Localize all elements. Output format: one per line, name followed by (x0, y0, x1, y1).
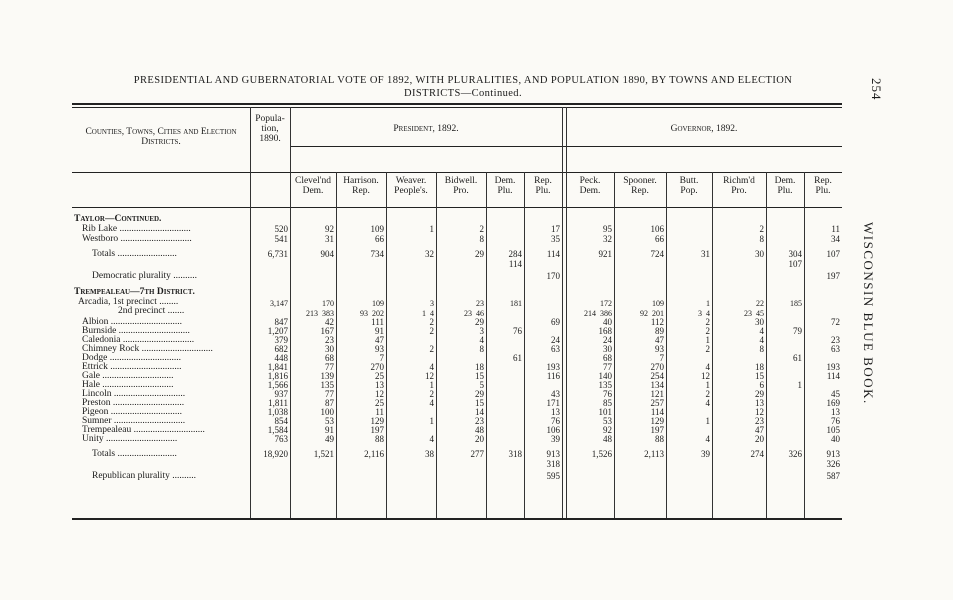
table-cell: 134 (650, 380, 664, 390)
table-cell: 4 (429, 362, 434, 372)
table-cell: 91 (375, 326, 384, 336)
title-line-1: PRESIDENTIAL AND GUBERNATORIAL VOTE OF 1892, WITH PLURALITIES, AND POPULATION 1890, BY TOWNS AND ELECTION (133, 75, 793, 86)
row-label: Albion .............................. (82, 317, 183, 327)
table-cell: 92 (603, 425, 612, 435)
table-cell: 68 (603, 353, 612, 363)
table-cell: 39 (701, 449, 710, 459)
table-cell: 185 (790, 299, 802, 308)
president-group-header: President, 1892. (393, 124, 459, 134)
table-cell: 13 (755, 398, 764, 408)
table-cell: 2 (705, 389, 710, 399)
population-header: Popula- tion, 1890. (255, 114, 285, 144)
table-cell: 1,811 (268, 398, 288, 408)
row-label: Ettrick .............................. (82, 362, 182, 372)
table-cell: 112 (650, 317, 664, 327)
column-subheader: Butt. Pop. (679, 176, 699, 196)
table-cell: 8 (759, 344, 764, 354)
table-cell: 8 (759, 233, 764, 244)
section-rule (72, 172, 842, 173)
table-cell: 88 (375, 434, 384, 444)
table-cell: 76 (513, 326, 522, 336)
table-cell: 1 (429, 380, 434, 390)
table-cell: 129 (370, 416, 384, 426)
top-rule-thin (72, 107, 842, 108)
table-cell: 121 (650, 389, 664, 399)
table-cell: 1,816 (267, 371, 288, 381)
table-cell: 106 (546, 425, 560, 435)
table-cell: 12 (425, 371, 434, 381)
table-cell: 34 (831, 233, 840, 244)
table-cell: 43 (551, 389, 560, 399)
table-cell: 15 (755, 371, 764, 381)
table-cell: 29 (475, 389, 484, 399)
table-cell: 4 (759, 326, 764, 336)
column-subheader: Rep. Plu. (534, 176, 552, 196)
row-label: Caledonia .............................. (82, 335, 195, 345)
table-cell: 270 (650, 362, 664, 372)
table-cell: 520 (274, 224, 288, 234)
table-cell: 1,526 (591, 449, 612, 459)
table-cell: 42 (325, 317, 334, 327)
table-cell: 32 (603, 233, 612, 244)
table-cell: 3 1 4 (422, 299, 434, 318)
table-cell: 4 (705, 362, 710, 372)
table-cell: 40 (831, 434, 840, 444)
table-cell: 114 (546, 249, 560, 259)
table-cell: 66 (655, 233, 664, 244)
row-label: Unity .............................. (82, 434, 178, 444)
page-title (68, 74, 858, 100)
table-cell: 95 (603, 224, 612, 234)
table-cell: 4 (705, 434, 710, 444)
table-cell: 171 (546, 398, 560, 408)
plurality-label: Republican plurality .......... (92, 471, 196, 481)
table-cell: 116 (546, 371, 560, 381)
row-label: Westboro .............................. (82, 233, 192, 244)
plurality-value: 170 (546, 271, 560, 281)
table-cell: 4 (429, 434, 434, 444)
table-cell: 25 (375, 398, 384, 408)
table-cell: 448 (274, 353, 288, 363)
col-divider (766, 172, 767, 518)
table-cell: 1 (797, 380, 802, 390)
table-cell: 17 (551, 224, 560, 234)
table-cell: 68 (325, 353, 334, 363)
table-cell: 847 (274, 317, 288, 327)
table-cell: 15 (475, 398, 484, 408)
table-cell: 172 214 386 (584, 299, 612, 318)
table-cell: 1,207 (267, 326, 288, 336)
table-cell: 109 92 201 (640, 299, 664, 318)
table-cell: 2 (429, 344, 434, 354)
column-subheader: Dem. Plu. (774, 176, 796, 196)
table-cell: 45 (831, 389, 840, 399)
table-cell: 11 (375, 407, 384, 417)
table-cell: 1,521 (313, 449, 334, 459)
table-cell: 77 (325, 362, 334, 372)
table-cell: 140 (598, 371, 612, 381)
table-cell: 23 (325, 335, 334, 345)
table-cell: 61 (513, 353, 522, 363)
table-cell: 32 (425, 249, 434, 259)
table-cell: 2 (429, 317, 434, 327)
title-line-2: DISTRICTS—Continued. (404, 88, 522, 99)
table-cell: 318 (508, 449, 522, 459)
table-cell: 5 (479, 380, 484, 390)
table-cell: 69 (551, 317, 560, 327)
bottom-rule (72, 518, 842, 520)
table-cell: 11 (831, 224, 840, 234)
table-cell: 18,920 (263, 449, 288, 459)
column-subheader: Spooner. Rep. (623, 176, 657, 196)
table-cell: 30 (755, 317, 764, 327)
row-label: Pigeon .............................. (82, 407, 183, 417)
table-cell: 135 (320, 380, 334, 390)
table-cell: 197 (650, 425, 664, 435)
table-cell: 270 (370, 362, 384, 372)
label-column-header: Counties, Towns, Cities and Election Districts. (85, 127, 237, 147)
column-subheader: Peck. Dem. (579, 176, 601, 196)
table-cell: 14 (475, 407, 484, 417)
table-cell: 734 (370, 249, 384, 259)
table-cell: 3,147 (270, 299, 288, 308)
table-cell: 135 (598, 380, 612, 390)
table-cell: 7 (659, 353, 664, 363)
table-cell: 24 (551, 335, 560, 345)
table-cell: 169 (826, 398, 840, 408)
table-cell: 4 (759, 335, 764, 345)
table-cell: 22 23 45 (744, 299, 764, 318)
table-cell: 18 (475, 362, 484, 372)
table-cell: 107 (826, 249, 840, 259)
table-cell: 2,116 (364, 449, 384, 459)
table-cell: 30 (755, 249, 764, 259)
page-number: 254 (869, 78, 884, 101)
table-cell: 92 (325, 224, 334, 234)
table-cell: 4 (429, 398, 434, 408)
table-cell: 274 (750, 449, 764, 459)
table-cell: 1 (705, 380, 710, 390)
table-cell: 168 (598, 326, 612, 336)
table-cell: 30 (603, 344, 612, 354)
row-label: 2nd precinct ....... (118, 306, 185, 316)
table-cell: 47 (655, 335, 664, 345)
table-cell: 114 (826, 371, 840, 381)
table-cell: 25 (375, 371, 384, 381)
table-cell: 114 (650, 407, 664, 417)
row-label: Gale .............................. (82, 371, 174, 381)
table-cell: 23 (831, 335, 840, 345)
table-cell: 4 (705, 398, 710, 408)
table-cell: 13 (375, 380, 384, 390)
table-cell: 2 (759, 224, 764, 234)
table-cell: 2,113 (644, 449, 664, 459)
column-subheader: Weaver. People's. (394, 176, 428, 196)
table-cell: 63 (551, 344, 560, 354)
table-cell: 76 (551, 416, 560, 426)
table-cell: 66 (375, 233, 384, 244)
table-cell: 1 (429, 416, 434, 426)
running-side-title: WISCONSIN BLUE BOOK. (861, 222, 876, 405)
table-cell: 105 (826, 425, 840, 435)
table-cell: 13 (831, 407, 840, 417)
table-cell: 77 (325, 389, 334, 399)
table-cell: 12 (755, 407, 764, 417)
row-label: Trempealeau .............................. (82, 425, 205, 435)
table-cell: 6,731 (267, 249, 288, 259)
table-cell: 724 (650, 249, 664, 259)
table-cell: 379 (274, 335, 288, 345)
table-cell: 29 (475, 249, 484, 259)
table-cell: 1 (705, 335, 710, 345)
table-cell: 89 (655, 326, 664, 336)
table-cell: 76 (603, 389, 612, 399)
row-label: Hale .............................. (82, 380, 174, 390)
table-cell: 87 (325, 398, 334, 408)
table-cell: 2 (429, 389, 434, 399)
table-cell: 1,584 (267, 425, 288, 435)
section-heading: Taylor—Continued. (74, 214, 162, 224)
table-cell: 197 (370, 425, 384, 435)
table-cell: 53 (325, 416, 334, 426)
table-cell: 13 (551, 407, 560, 417)
table-cell: 3 (479, 326, 484, 336)
table-cell: 47 (375, 335, 384, 345)
table-cell: 913 326 (826, 449, 840, 469)
plurality-value: 587 (826, 471, 840, 481)
table-cell: 193 (546, 362, 560, 372)
table-cell: 29 (755, 389, 764, 399)
row-label: Lincoln .............................. (82, 389, 186, 399)
column-subheader: Dem. Plu. (494, 176, 516, 196)
table-cell: 1,566 (267, 380, 288, 390)
table-cell: 254 (650, 371, 664, 381)
table-cell: 15 (475, 371, 484, 381)
table-cell: 6 (759, 380, 764, 390)
column-subheader: Richm'd Pro. (723, 176, 755, 196)
table-cell: 937 (274, 389, 288, 399)
table-cell: 257 (650, 398, 664, 408)
table-cell: 2 (705, 317, 710, 327)
table-cell: 23 (475, 416, 484, 426)
plurality-value: 595 (546, 471, 560, 481)
table-cell: 85 (603, 398, 612, 408)
table-cell: 31 (701, 249, 710, 259)
table-cell: 12 (701, 371, 710, 381)
table-cell: 682 (274, 344, 288, 354)
row-label: Sumner .............................. (82, 416, 186, 426)
table-cell: 109 (370, 224, 384, 234)
table-cell: 63 (831, 344, 840, 354)
table-cell: 139 (320, 371, 334, 381)
table-cell: 30 (325, 344, 334, 354)
table-cell: 129 (650, 416, 664, 426)
table-cell: 170 213 383 (306, 299, 334, 318)
table-cell: 4 (479, 335, 484, 345)
table-cell: 8 (479, 233, 484, 244)
table-cell: 284 114 (508, 249, 522, 269)
table-cell: 2 (705, 326, 710, 336)
column-subheader: Rep. Plu. (814, 176, 832, 196)
table-cell: 763 (274, 434, 288, 444)
table-cell: 304 107 (788, 249, 802, 269)
totals-label: Totals ......................... (92, 449, 177, 459)
table-cell: 35 (551, 233, 560, 244)
table-cell: 40 (603, 317, 612, 327)
table-cell: 49 (325, 434, 334, 444)
table-cell: 77 (603, 362, 612, 372)
table-cell: 7 (379, 353, 384, 363)
table-cell: 106 (650, 224, 664, 234)
table-cell: 24 (603, 335, 612, 345)
table-cell: 72 (831, 317, 840, 327)
row-label: Burnside .............................. (82, 326, 190, 336)
table-cell: 20 (755, 434, 764, 444)
table-cell: 79 (793, 326, 802, 336)
table-cell: 1 3 4 (698, 299, 710, 318)
governor-group-header: Governor, 1892. (670, 124, 738, 134)
table-cell: 181 (510, 299, 522, 308)
top-rule (72, 103, 842, 105)
table-cell: 167 (320, 326, 334, 336)
table-cell: 8 (479, 344, 484, 354)
table-cell: 1 (429, 224, 434, 234)
table-cell: 48 (603, 434, 612, 444)
table-cell: 53 (603, 416, 612, 426)
plurality-value: 197 (826, 271, 840, 281)
table-cell: 2 (705, 344, 710, 354)
table-cell: 2 (479, 224, 484, 234)
table-cell: 100 (320, 407, 334, 417)
table-cell: 111 (371, 317, 384, 327)
table-cell: 91 (325, 425, 334, 435)
row-label: Arcadia, 1st precinct ........ (78, 297, 179, 307)
table-cell: 38 (425, 449, 434, 459)
col-divider (562, 107, 563, 518)
table-cell: 12 (375, 389, 384, 399)
table-cell: 1,038 (267, 407, 288, 417)
section-heading: Trempealeau—7th District. (74, 287, 195, 297)
col-divider (486, 172, 487, 518)
table-cell: 18 (755, 362, 764, 372)
table-cell: 31 (325, 233, 334, 244)
table-cell: 93 (655, 344, 664, 354)
table-cell: 23 23 46 (464, 299, 484, 318)
row-label: Chimney Rock .............................. (82, 344, 213, 354)
table-cell: 921 (598, 249, 612, 259)
table-cell: 854 (274, 416, 288, 426)
table-cell: 904 (320, 249, 334, 259)
header-bottom-rule (72, 207, 842, 208)
column-subheader: Clevel'nd Dem. (294, 176, 331, 196)
table-cell: 93 (375, 344, 384, 354)
table-cell: 913 318 (546, 449, 560, 469)
table-cell: 88 (655, 434, 664, 444)
table-cell: 23 (755, 416, 764, 426)
table-cell: 326 (788, 449, 802, 459)
table-cell: 109 93 202 (360, 299, 384, 318)
table-cell: 2 (429, 326, 434, 336)
column-subheader: Bidwell. Pro. (444, 176, 478, 196)
row-label: Rib Lake .............................. (82, 224, 191, 234)
totals-label: Totals ......................... (92, 249, 177, 259)
table-cell: 1,841 (267, 362, 288, 372)
table-cell: 1 (705, 416, 710, 426)
table-cell: 29 (475, 317, 484, 327)
table-cell: 39 (551, 434, 560, 444)
table-cell: 277 (470, 449, 484, 459)
table-cell: 541 (274, 233, 288, 244)
plurality-label: Democratic plurality .......... (92, 271, 197, 281)
table-cell: 47 (755, 425, 764, 435)
row-label: Preston .............................. (82, 398, 185, 408)
table-cell: 193 (826, 362, 840, 372)
row-label: Dodge .............................. (82, 353, 181, 363)
column-subheader: Harrison. Rep. (343, 176, 379, 196)
table-cell: 101 (598, 407, 612, 417)
table-cell: 61 (793, 353, 802, 363)
table-cell: 76 (831, 416, 840, 426)
table-cell: 48 (475, 425, 484, 435)
table-cell: 20 (475, 434, 484, 444)
